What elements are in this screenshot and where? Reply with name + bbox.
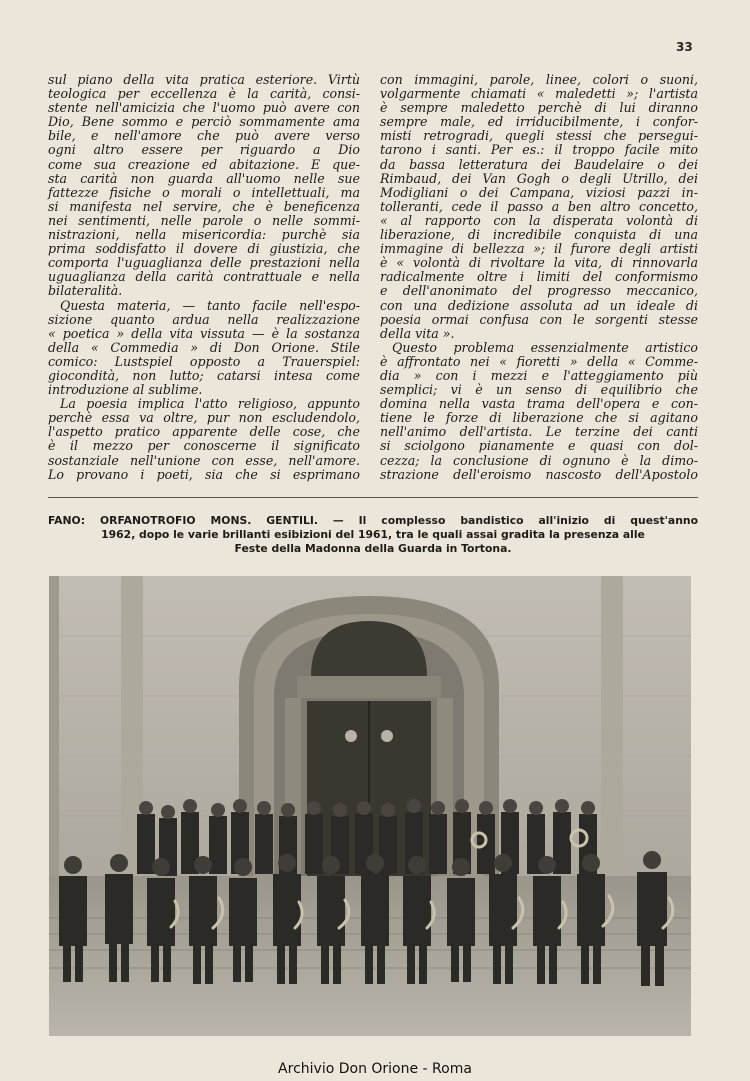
text-line: sizione quanto ardua nella realizzazione <box>48 311 360 327</box>
caption-line: 1962, dopo le varie brillanti esibizioni del 1961, tra le quali assai gradita la presenza alle <box>101 528 645 542</box>
caption-line: FANO: ORFANOTROFIO MONS. GENTILI. — Il complesso bandistico all'inizio di quest'anno <box>48 514 698 527</box>
text-line: nei sentimenti, nelle parole o nelle sommi- <box>48 212 360 228</box>
text-line: comporta l'uguaglianza delle prestazioni nella <box>48 255 360 271</box>
text-line: tiene le forze di liberazione che si agitano <box>380 410 698 426</box>
text-line: è sempre maledetto perchè di lui diranno <box>380 100 698 116</box>
text-line: teologica per eccellenza è la carità, consi- <box>48 86 360 102</box>
text-line: Questo problema essenzialmente artistico <box>392 339 698 355</box>
text-line: bile, e nell'amore che può avere verso <box>48 128 360 144</box>
text-line: cezza; la conclusione di ognuno è la dimo- <box>380 452 698 468</box>
text-line: « poetica » della vita vissuta — è la sostanza <box>48 325 360 341</box>
text-line: sempre male, ed irriducibilmente, i confor- <box>380 114 698 130</box>
text-line: semplici; vi è un senso di equilibrio che <box>380 382 698 398</box>
text-line: dia » con i mezzi e l'atteggiamento più <box>380 367 698 383</box>
text-line: ogni altro essere per riguardo a Dio <box>48 142 360 158</box>
text-line: nistrazioni, nella misericordia: purchè sia <box>48 227 360 243</box>
text-line: da bassa letteratura dei Baudelaire o dei <box>380 156 698 172</box>
text-line: perchè essa va oltre, pur non escludendolo, <box>48 410 360 426</box>
text-line: come sua creazione ed abitazione. E que- <box>48 156 360 172</box>
text-line: con una dedizione assoluta ad un ideale di <box>380 297 698 313</box>
text-line: l'aspetto pratico apparente delle cose, che <box>48 424 360 440</box>
text-line: sta carità non guarda all'uomo nelle sue <box>48 170 360 186</box>
text-line: Dio, Bene sommo e perciò sommamente ama <box>48 114 360 130</box>
text-line: Lo provano i poeti, sia che si esprimano <box>48 466 360 482</box>
text-line: sostanziale nell'unione con esse, nell'amore. <box>48 452 360 468</box>
text-line: radicalmente oltre i limiti del conformismo <box>380 269 698 285</box>
text-line: introduzione al sublime. <box>48 382 203 398</box>
section-divider <box>48 497 698 498</box>
text-line: è affrontato nei « fioretti » della « Comme- <box>380 353 698 369</box>
text-line: poesia ormai confusa con le sorgenti stesse <box>380 311 698 327</box>
text-line: Modigliani o dei Campana, viziosi pazzi in- <box>380 184 698 200</box>
text-line: e dell'anonimato del progresso meccanico, <box>380 283 698 299</box>
text-line: giocondità, non lutto; catarsi intesa come <box>48 367 360 383</box>
caption-line: Feste della Madonna della Guarda in Tortona. <box>234 542 512 556</box>
text-line: con immagini, parole, linee, colori o suoni, <box>380 72 698 87</box>
archive-footer: Archivio Don Orione - Roma <box>278 1061 472 1077</box>
text-line: Rimbaud, dei Van Gogh o degli Utrillo, dei <box>380 170 698 186</box>
page-number: 33 <box>676 40 693 54</box>
text-line: è « volontà di rivoltare la vita, di rinnovarla <box>380 255 698 271</box>
text-line: volgarmente chiamati « maledetti »; l'artista <box>380 86 698 102</box>
text-line: fattezze fisiche o morali o intellettuali, ma <box>48 184 360 200</box>
text-line: stente nell'amicizia che l'uomo può avere con <box>48 100 360 116</box>
text-line: misti retrogradi, quegli stessi che persegui- <box>380 128 698 144</box>
text-line: comico: Lustspiel opposto a Trauerspiel: <box>48 353 360 369</box>
pilaster-far-left <box>49 576 59 876</box>
text-line: si manifesta nel servire, che è beneficenza <box>48 198 360 214</box>
text-line: Questa materia, — tanto facile nell'espo- <box>60 297 360 313</box>
text-line: è il mezzo per conoscerne il significato <box>48 438 360 454</box>
text-line: uguaglianza della carità contrattuale e nella <box>48 269 360 285</box>
text-line: prima soddisfatto il dovere di giustizia, che <box>48 241 360 257</box>
text-line: bilateralità. <box>48 283 123 299</box>
text-line: si sciolgono pianamente e quasi con dol- <box>380 438 698 454</box>
text-line: tolleranti, cede il passo a ben altro concetto, <box>380 198 698 214</box>
text-line: tarono i santi. Per es.: il troppo facile mito <box>380 142 698 158</box>
text-line: liberazione, di incredibile conquista di una <box>380 227 698 243</box>
text-line: nell'animo dell'artista. Le terzine dei canti <box>380 424 698 440</box>
text-line: La poesia implica l'atto religioso, appunto <box>60 396 360 412</box>
text-line: immagine di bellezza »; il furore degli artisti <box>380 241 698 257</box>
text-line: della vita ». <box>380 325 455 341</box>
text-line: domina nella vasta trama dell'opera e con- <box>380 396 698 412</box>
left-text-column <box>48 73 360 482</box>
photo-caption <box>48 514 698 557</box>
pilaster-right <box>601 576 623 876</box>
text-line: sul piano della vita pratica esteriore. Virtù <box>48 72 360 87</box>
text-line: strazione dell'eroismo nascosto dell'Apostolo <box>380 466 698 482</box>
right-text-column <box>380 73 698 482</box>
text-line: « al rapporto con la disperata volontà di <box>380 212 698 228</box>
band-group-photo <box>49 576 691 1036</box>
text-line: della « Commedia » di Don Orione. Stile <box>48 339 360 355</box>
